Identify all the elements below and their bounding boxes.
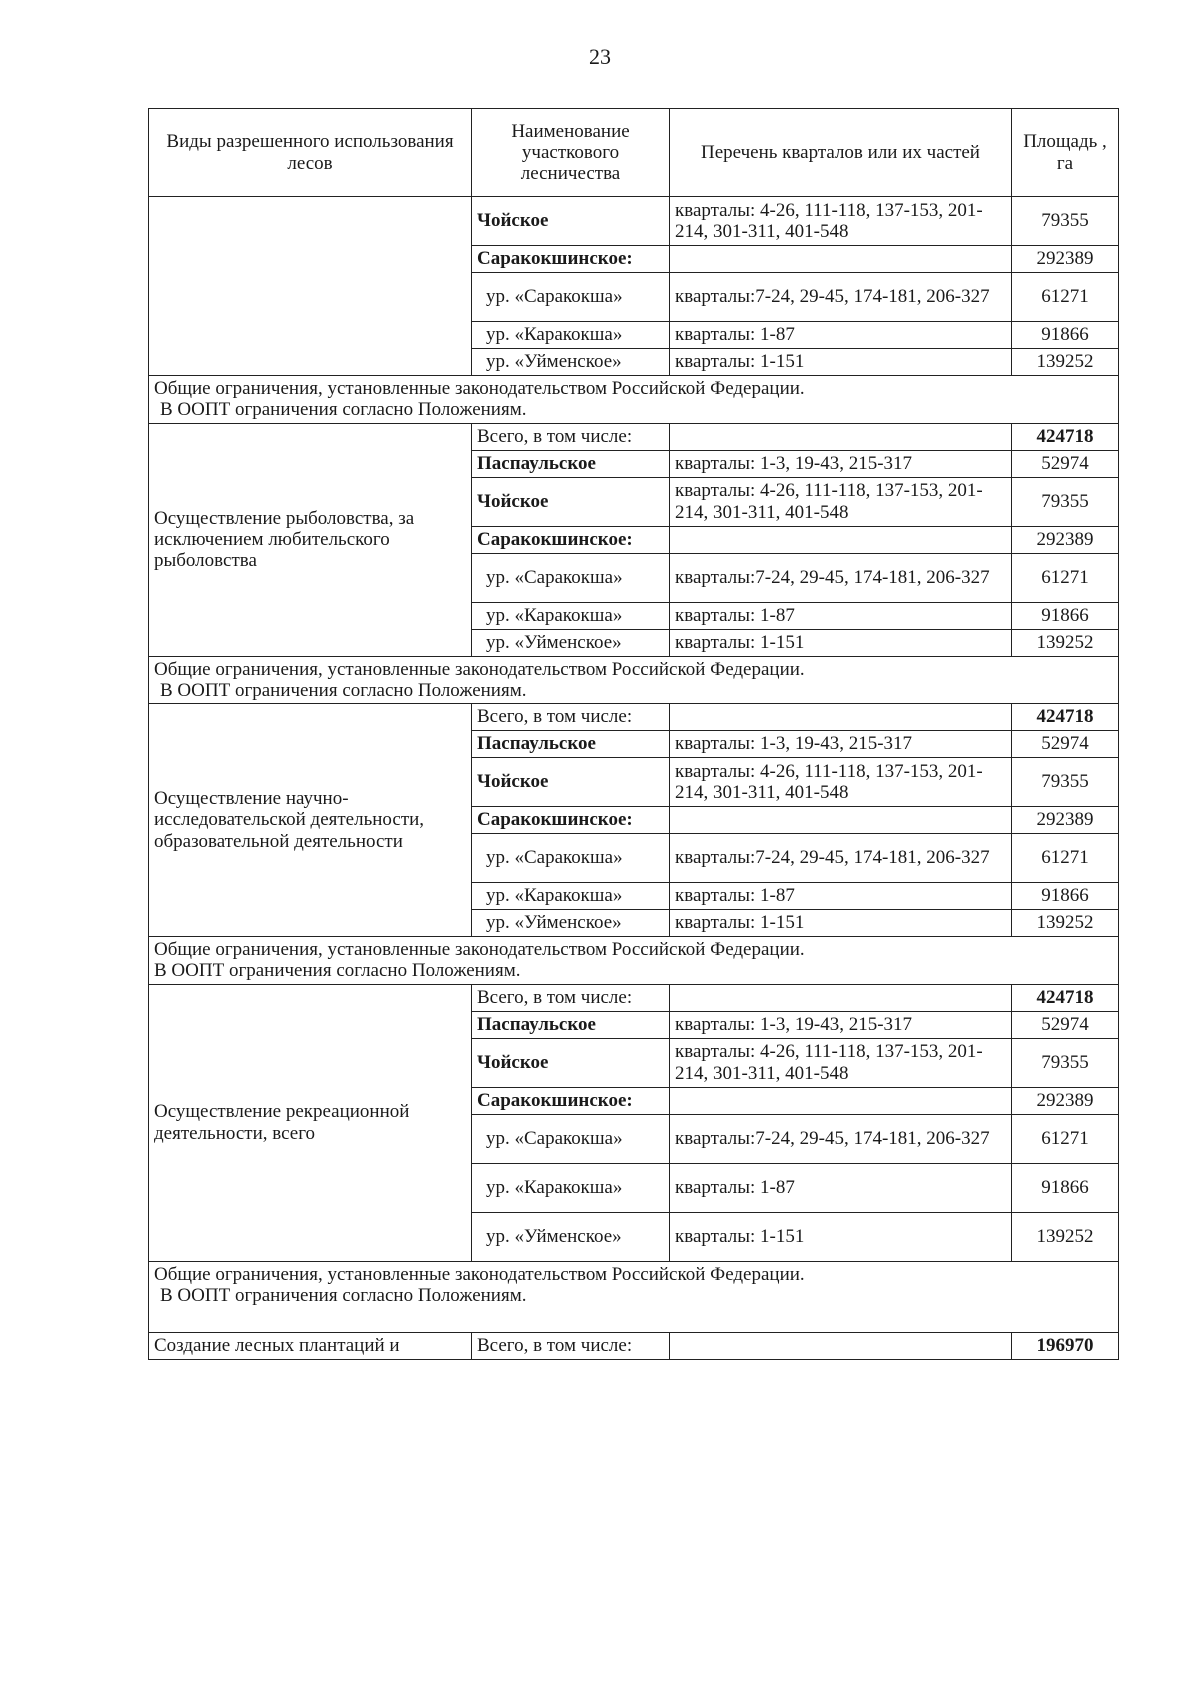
area-cell: 61271 <box>1012 553 1119 602</box>
area-cell: 91866 <box>1012 322 1119 349</box>
forest-use-table <box>148 108 1119 1360</box>
use-kind-cell: Создание лесных плантаций и <box>149 1332 472 1359</box>
area-cell: 292389 <box>1012 807 1119 834</box>
area-total-cell: 196970 <box>1012 1332 1119 1359</box>
area-cell: 139252 <box>1012 910 1119 937</box>
quarters-cell: кварталы: 1-3, 19-43, 215-317 <box>670 450 1012 477</box>
forestry-cell: Чойское <box>472 758 670 807</box>
quarters-cell: кварталы: 4-26, 111-118, 137-153, 201-214, 301-311, 401-548 <box>670 197 1012 246</box>
quarters-cell <box>670 1087 1012 1114</box>
area-cell: 52974 <box>1012 450 1119 477</box>
quarters-cell: кварталы: 1-87 <box>670 602 1012 629</box>
quarters-cell: кварталы:7-24, 29-45, 174-181, 206-327 <box>670 1114 1012 1163</box>
area-cell: 139252 <box>1012 629 1119 656</box>
quarters-cell <box>670 807 1012 834</box>
forestry-cell: Паспаульское <box>472 731 670 758</box>
forestry-cell: Саракокшинское: <box>472 807 670 834</box>
forestry-cell: Всего, в том числе: <box>472 1332 670 1359</box>
forestry-cell: Саракокшинское: <box>472 526 670 553</box>
area-cell: 52974 <box>1012 1011 1119 1038</box>
area-cell: 79355 <box>1012 197 1119 246</box>
forestry-cell: Саракокшинское: <box>472 1087 670 1114</box>
forestry-cell: Чойское <box>472 197 670 246</box>
forestry-cell: ур. «Каракокша» <box>472 883 670 910</box>
restrictions-note <box>149 656 1119 704</box>
use-kind-cell: Осуществление научно-исследовательской деятельности, образовательной деятельности <box>149 704 472 937</box>
quarters-cell: кварталы: 1-3, 19-43, 215-317 <box>670 1011 1012 1038</box>
header-forestry: Наименование участкового лесничества <box>472 109 670 197</box>
quarters-cell: кварталы: 1-87 <box>670 322 1012 349</box>
forestry-cell: ур. «Саракокша» <box>472 1114 670 1163</box>
forestry-cell: Чойское <box>472 1038 670 1087</box>
forestry-cell: Всего, в том числе: <box>472 704 670 731</box>
quarters-cell: кварталы: 4-26, 111-118, 137-153, 201-214, 301-311, 401-548 <box>670 477 1012 526</box>
area-cell: 61271 <box>1012 1114 1119 1163</box>
quarters-cell <box>670 984 1012 1011</box>
forestry-cell: ур. «Уйменское» <box>472 910 670 937</box>
area-cell: 79355 <box>1012 477 1119 526</box>
note-row <box>149 656 1119 704</box>
restrictions-note <box>149 1261 1119 1332</box>
page-number: 23 <box>589 44 611 69</box>
forestry-cell: ур. «Каракокша» <box>472 322 670 349</box>
quarters-cell: кварталы: 4-26, 111-118, 137-153, 201-214, 301-311, 401-548 <box>670 1038 1012 1087</box>
note-line: В ООПТ ограничения согласно Положениям. <box>160 679 527 701</box>
forestry-cell: Всего, в том числе: <box>472 984 670 1011</box>
area-cell: 292389 <box>1012 1087 1119 1114</box>
quarters-cell <box>670 246 1012 273</box>
note-line: В ООПТ ограничения согласно Положениям. <box>160 399 527 421</box>
restrictions-note <box>149 937 1119 985</box>
note-line: Общие ограничения, установленные законодательством Российской Федерации. <box>154 378 805 399</box>
quarters-cell: кварталы: 1-151 <box>670 910 1012 937</box>
quarters-cell: кварталы: 1-151 <box>670 629 1012 656</box>
use-kind-cell <box>149 197 472 376</box>
note-line: В ООПТ ограничения согласно Положениям. <box>154 960 521 982</box>
table-row <box>149 704 1119 731</box>
header-row <box>149 109 1119 197</box>
quarters-cell: кварталы: 4-26, 111-118, 137-153, 201-214, 301-311, 401-548 <box>670 758 1012 807</box>
area-cell: 52974 <box>1012 731 1119 758</box>
forestry-cell: ур. «Каракокша» <box>472 1163 670 1212</box>
area-cell: 61271 <box>1012 834 1119 883</box>
note-line: Общие ограничения, установленные законодательством Российской Федерации. <box>154 1263 805 1285</box>
quarters-cell: кварталы:7-24, 29-45, 174-181, 206-327 <box>670 553 1012 602</box>
quarters-cell: кварталы: 1-151 <box>670 1212 1012 1261</box>
quarters-cell <box>670 423 1012 450</box>
forestry-cell: ур. «Саракокша» <box>472 553 670 602</box>
forestry-cell: Паспаульское <box>472 1011 670 1038</box>
header-kind: Виды разрешенного использования лесов <box>149 109 472 197</box>
quarters-cell <box>670 526 1012 553</box>
forestry-cell: ур. «Каракокша» <box>472 602 670 629</box>
note-line: Общие ограничения, установленные законодательством Российской Федерации. <box>154 658 805 680</box>
quarters-cell: кварталы:7-24, 29-45, 174-181, 206-327 <box>670 834 1012 883</box>
forestry-cell: Паспаульское <box>472 450 670 477</box>
area-cell: 79355 <box>1012 1038 1119 1087</box>
quarters-cell: кварталы: 1-3, 19-43, 215-317 <box>670 731 1012 758</box>
area-cell: 91866 <box>1012 602 1119 629</box>
forestry-cell: ур. «Уйменское» <box>472 349 670 376</box>
forestry-cell: ур. «Саракокша» <box>472 273 670 322</box>
quarters-cell: кварталы: 1-87 <box>670 883 1012 910</box>
quarters-cell: кварталы:7-24, 29-45, 174-181, 206-327 <box>670 273 1012 322</box>
forestry-cell: Саракокшинское: <box>472 246 670 273</box>
note-line: Общие ограничения, установленные законодательством Российской Федерации. <box>154 939 805 961</box>
forestry-cell: ур. «Уйменское» <box>472 1212 670 1261</box>
restrictions-note <box>149 376 1119 424</box>
area-total-cell: 424718 <box>1012 704 1119 731</box>
header-quarters: Перечень кварталов или их частей <box>670 109 1012 197</box>
forestry-cell: Чойское <box>472 477 670 526</box>
table-row <box>149 423 1119 450</box>
header-area: Площадь , га <box>1012 109 1119 197</box>
area-cell: 139252 <box>1012 1212 1119 1261</box>
area-total-cell: 424718 <box>1012 984 1119 1011</box>
area-total-cell: 424718 <box>1012 423 1119 450</box>
table-row <box>149 1332 1119 1359</box>
use-kind-cell: Осуществление рыболовства, за исключением любительского рыболовства <box>149 423 472 656</box>
forestry-cell: ур. «Саракокша» <box>472 834 670 883</box>
quarters-cell: кварталы: 1-87 <box>670 1163 1012 1212</box>
quarters-cell <box>670 1332 1012 1359</box>
table-row <box>149 197 1119 246</box>
use-kind-cell: Осуществление рекреационной деятельности, всего <box>149 984 472 1261</box>
area-cell: 91866 <box>1012 883 1119 910</box>
forestry-cell: ур. «Уйменское» <box>472 629 670 656</box>
area-cell: 91866 <box>1012 1163 1119 1212</box>
area-cell: 139252 <box>1012 349 1119 376</box>
area-cell: 61271 <box>1012 273 1119 322</box>
forestry-cell: Всего, в том числе: <box>472 423 670 450</box>
note-line: В ООПТ ограничения согласно Положениям. <box>160 1284 527 1306</box>
table-row <box>149 984 1119 1011</box>
note-row <box>149 1261 1119 1332</box>
quarters-cell <box>670 704 1012 731</box>
area-cell: 79355 <box>1012 758 1119 807</box>
note-row <box>149 937 1119 985</box>
area-cell: 292389 <box>1012 526 1119 553</box>
quarters-cell: кварталы: 1-151 <box>670 349 1012 376</box>
note-row <box>149 376 1119 424</box>
area-cell: 292389 <box>1012 246 1119 273</box>
